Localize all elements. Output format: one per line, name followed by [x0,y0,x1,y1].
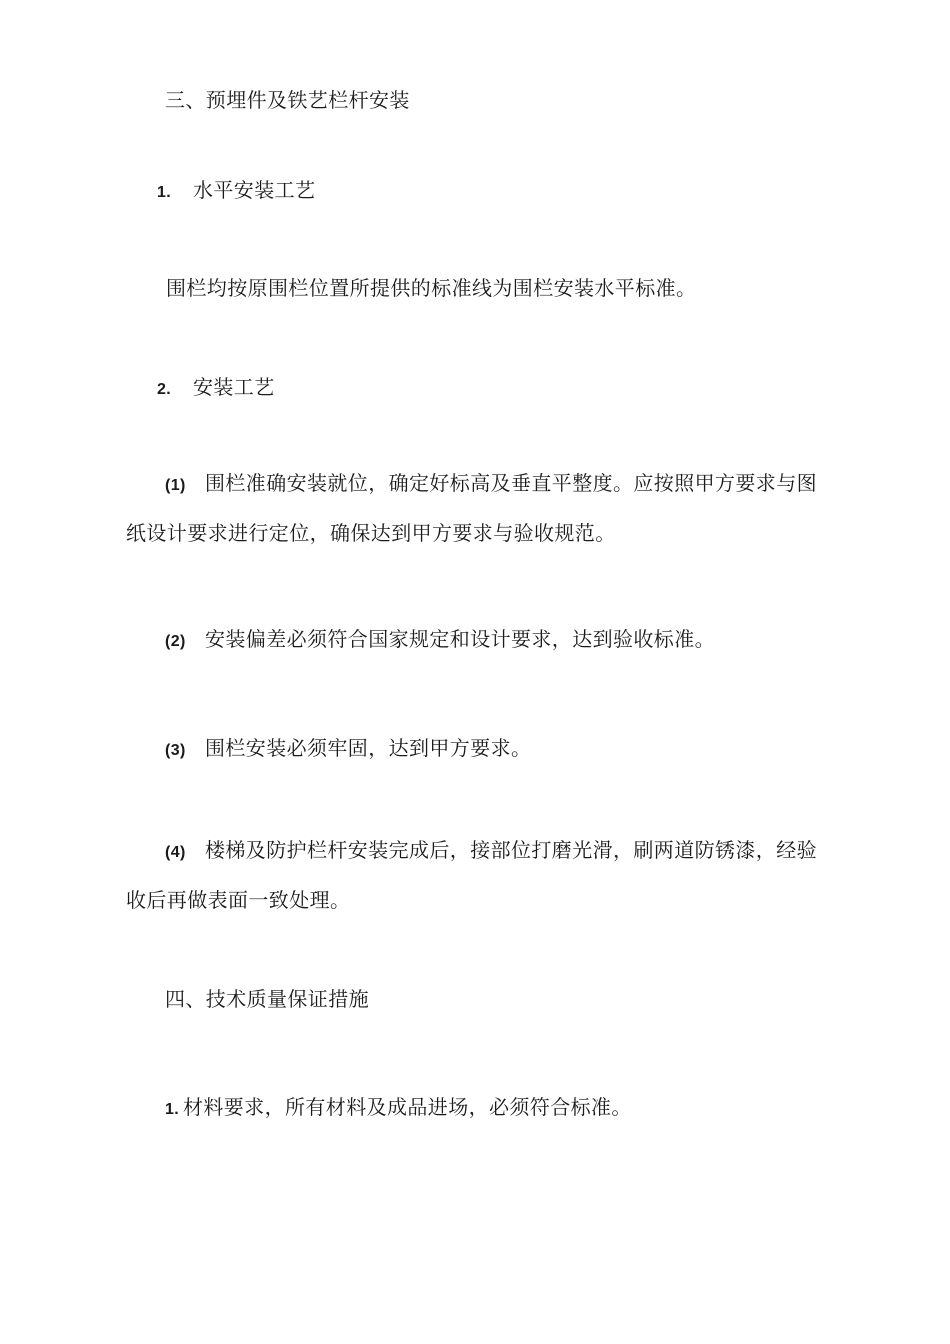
list-item-3-number: (3) [165,742,186,759]
list-item-1-number: (1) [165,477,186,494]
list-item-1-continuation: 纸设计要求进行定位，确保达到甲方要求与验收规范。 [126,521,616,545]
list-item-4-text: 楼梯及防护栏杆安装完成后，接部位打磨光滑，刷两道防锈漆，经验 [205,838,817,862]
list-item-1 [165,469,817,500]
section-3-heading: 三、预埋件及铁艺栏杆安装 [165,88,410,112]
material-requirement-item [165,1093,632,1124]
list-item-4-continuation: 收后再做表面一致处理。 [126,888,351,912]
step-2-title: 安装工艺 [193,375,275,399]
step-1-title: 水平安装工艺 [193,178,316,202]
list-item-3 [165,734,531,765]
list-item-3-text: 围栏安装必须牢固，达到甲方要求。 [205,736,532,760]
step-1-number: 1. [157,184,172,201]
list-item-2 [165,625,715,656]
material-item-number: 1. [165,1101,180,1118]
step-2-number: 2. [157,381,172,398]
list-item-2-text: 安装偏差必须符合国家规定和设计要求，达到验收标准。 [205,627,715,651]
section-4-heading: 四、技术质量保证措施 [165,987,369,1011]
list-item-4 [165,836,817,867]
paragraph-horizontal-standard: 围栏均按原围栏位置所提供的标准线为围栏安装水平标准。 [166,276,697,300]
list-item-2-number: (2) [165,633,186,650]
list-item-1-text: 围栏准确安装就位，确定好标高及垂直平整度。应按照甲方要求与图 [205,471,817,495]
step-1 [157,176,315,207]
material-item-text: 材料要求，所有材料及成品进场，必须符合标准。 [183,1095,632,1119]
list-item-4-number: (4) [165,844,186,861]
step-2 [157,373,275,404]
